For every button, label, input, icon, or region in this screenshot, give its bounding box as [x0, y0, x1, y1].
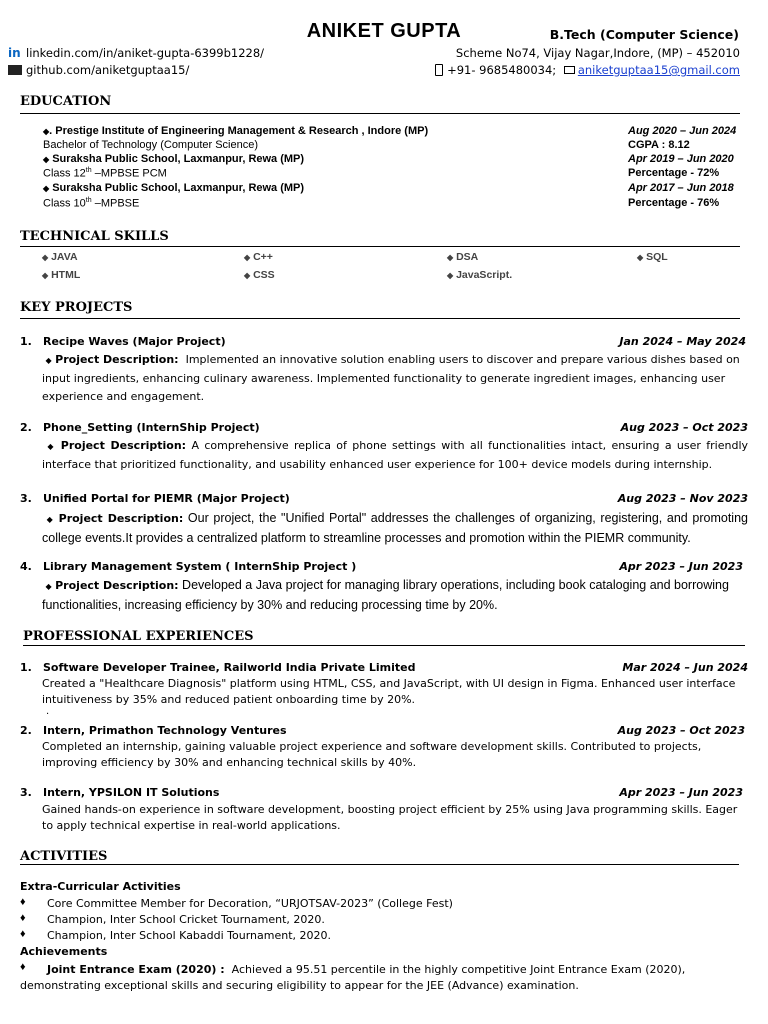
- project-date: Jan 2024 – May 2024: [619, 335, 746, 348]
- skill-item: ◆ JavaScript.: [447, 269, 513, 281]
- edu-detail-2: Class 12th –MPBSE PCM: [43, 167, 167, 180]
- project-description: ◆ Project Description: Implemented an innovative solution enabling users to discover and prepare various dishes based on input ingredients, enhancing culinary awareness. Implemented functionality to generate ingredient images, enhancing user experience and engagement.: [42, 353, 740, 403]
- project-date: Aug 2023 – Nov 2023: [617, 492, 748, 505]
- project-number: 4.: [20, 560, 32, 573]
- skill-item: ◆ C++: [244, 251, 273, 263]
- github-link[interactable]: github.com/aniketguptaa15/: [26, 63, 190, 77]
- edu-score-3: Percentage - 76%: [628, 197, 720, 209]
- activity-item: Core Committee Member for Decoration, “URJOTSAV-2023” (College Fest): [47, 897, 453, 910]
- skill-item: ◆ CSS: [244, 269, 275, 281]
- achievements-title: Achievements: [20, 945, 108, 958]
- experience-number: 2.: [20, 724, 32, 737]
- diamond-bullet-icon: ♦: [20, 896, 26, 908]
- skill-item: ◆ SQL: [637, 251, 668, 263]
- edu-score-2: Percentage - 72%: [628, 167, 720, 179]
- phone-number: +91- 9685480034;: [447, 63, 557, 77]
- skills-title: TECHNICAL SKILLS: [20, 229, 169, 244]
- achievement-item: Joint Entrance Exam (2020) : Achieved a 95.51 percentile in the highly competitive Joint Entrance Exam (2020), demonstrating exceptional skills and securing eligibility to appear for the JEE (Advance) examination.: [20, 963, 686, 992]
- project-title: Unified Portal for PIEMR (Major Project): [43, 492, 290, 505]
- edu-score-1: CGPA : 8.12: [628, 139, 690, 151]
- project-description: ◆ Project Description: Our project, the "Unified Portal" addresses the challenges of organizing, registering, and promoting college events.It provides a centralized platform to streamline processes and promotion within the PIEMR community.: [42, 511, 748, 545]
- edu-date-2: Apr 2019 – Jun 2020: [628, 153, 734, 165]
- email-link[interactable]: aniketguptaa15@gmail.com: [577, 63, 740, 77]
- address: Scheme No74, Vijay Nagar,Indore, (MP) – 452010: [455, 46, 740, 60]
- project-description: ◆ Project Description: Developed a Java project for managing library operations, including book cataloging and borrowing functionalities, increasing efficiency by 30% and reducing processing time by 20%.: [42, 578, 729, 612]
- project-number: 2.: [20, 421, 32, 434]
- experience-description: Created a "Healthcare Diagnosis" platform using HTML, CSS, and JavaScript, with UI design in Figma. Enhanced user interface intuitiveness by 35% and reduced patient onboarding time by 20%.: [42, 677, 736, 706]
- bullet-icon: ◆: [43, 155, 50, 164]
- diamond-bullet-icon: ♦: [20, 961, 26, 973]
- experience-rule: [23, 645, 745, 646]
- project-title: Recipe Waves (Major Project): [43, 335, 226, 348]
- degree: B.Tech (Computer Science): [549, 27, 739, 42]
- bullet-icon: ◆: [43, 127, 50, 136]
- edu-detail-1: Bachelor of Technology (Computer Science): [43, 139, 259, 151]
- project-number: 1.: [20, 335, 32, 348]
- activities-title: ACTIVITIES: [20, 849, 108, 864]
- project-description: ◆ Project Description: A comprehensive replica of phone settings with all functionalities intact, ensuring a user friendly interface that prioritized functionality, and usability enhanced user experience for 100+ device models during internship.: [42, 439, 749, 471]
- education-rule: [20, 113, 740, 114]
- experience-role: Intern, YPSILON IT Solutions: [43, 786, 220, 799]
- extra-curricular-title: Extra-Curricular Activities: [20, 880, 181, 893]
- edu-detail-3: Class 10th –MPBSE: [43, 197, 140, 210]
- edu-institution-2: ◆ Suraksha Public School, Laxmanpur, Rewa (MP): [43, 153, 305, 165]
- experience-role: Software Developer Trainee, Railworld India Private Limited: [43, 661, 416, 674]
- diamond-bullet-icon: ♦: [20, 912, 26, 924]
- project-number: 3.: [20, 492, 32, 505]
- github-row: [8, 63, 189, 77]
- skill-item: ◆ JAVA: [42, 251, 78, 263]
- linkedin-icon: in: [8, 46, 21, 60]
- experience-description: Completed an internship, gaining valuable project experience and software development skills. Contributed to projects, improving efficiency by 30% and enhancing technical skills by 40%.: [42, 740, 702, 769]
- edu-institution-3: ◆ Suraksha Public School, Laxmanpur, Rewa (MP): [43, 182, 305, 194]
- phone-icon: [435, 64, 443, 76]
- stray-period: .: [46, 706, 50, 717]
- experience-description: Gained hands-on experience in software development, boosting project efficient by 25% using Java programming skills. Eager to apply technical expertise in real-world applications.: [42, 803, 738, 832]
- bullet-icon: ◆: [43, 184, 50, 193]
- project-date: Apr 2023 – Jun 2023: [619, 560, 743, 573]
- experience-date: Apr 2023 – Jun 2023: [619, 786, 743, 799]
- education-title: EDUCATION: [20, 94, 112, 109]
- project-date: Aug 2023 – Oct 2023: [620, 421, 748, 434]
- skills-rule: [20, 246, 740, 247]
- linkedin-row: [8, 46, 264, 60]
- edu-date-1: Aug 2020 – Jun 2024: [628, 125, 737, 137]
- projects-rule: [20, 318, 740, 319]
- skill-item: ◆ HTML: [42, 269, 81, 281]
- activities-rule: [20, 864, 739, 865]
- experience-role: Intern, Primathon Technology Ventures: [43, 724, 287, 737]
- experience-date: Aug 2023 – Oct 2023: [617, 724, 745, 737]
- candidate-name: ANIKET GUPTA: [306, 20, 462, 42]
- diamond-bullet-icon: ♦: [20, 928, 26, 940]
- edu-date-3: Apr 2017 – Jun 2018: [628, 182, 734, 194]
- experience-title: PROFESSIONAL EXPERIENCES: [23, 629, 254, 644]
- experience-number: 1.: [20, 661, 32, 674]
- phone-email-row: [435, 63, 740, 77]
- mail-icon: [564, 66, 575, 74]
- activity-item: Champion, Inter School Kabaddi Tournament, 2020.: [47, 929, 332, 942]
- experience-date: Mar 2024 – Jun 2024: [622, 661, 748, 674]
- edu-institution-1: ◆. Prestige Institute of Engineering Management & Research , Indore (MP): [43, 125, 429, 137]
- linkedin-link[interactable]: linkedin.com/in/aniket-gupta-6399b1228/: [26, 46, 265, 60]
- project-title: Phone_Setting (InternShip Project): [43, 421, 260, 434]
- project-title: Library Management System ( InternShip Project ): [43, 560, 357, 573]
- projects-title: KEY PROJECTS: [20, 300, 133, 315]
- skill-item: ◆ DSA: [447, 251, 479, 263]
- experience-number: 3.: [20, 786, 32, 799]
- github-icon: [8, 65, 22, 75]
- activity-item: Champion, Inter School Cricket Tournament, 2020.: [47, 913, 325, 926]
